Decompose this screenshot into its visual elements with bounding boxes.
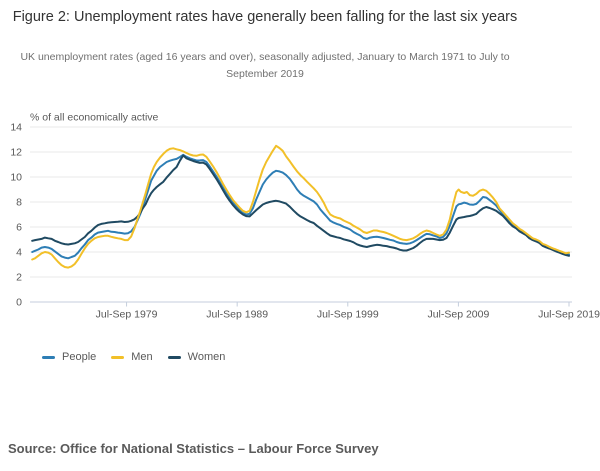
legend-label-people: People [62,351,97,363]
y-tick-label: 6 [16,221,22,234]
x-tick-label: Jul-Sep 1999 [316,308,379,321]
y-tick-label: 4 [16,246,22,259]
chart-legend [42,351,225,363]
legend-item-people [42,351,96,363]
men-line-swatch [111,356,124,359]
figure-subtitle: UK unemployment rates (aged 16 years and over), seasonally adjusted, January to March 1971 to July to September 2019 [20,51,510,80]
people-line-swatch [42,356,55,359]
series-line-women [32,156,569,256]
legend-label-women: Women [187,351,226,363]
figure-title: Figure 2: Unemployment rates have generally been falling for the last six years [12,9,518,25]
y-tick-label: 12 [10,146,22,159]
y-tick-label: 14 [10,121,22,134]
series-line-people [32,155,569,258]
y-tick-label: 8 [16,196,22,209]
x-tick-label: Jul-Sep 2019 [538,308,600,321]
y-axis-unit-label: % of all economically active [30,111,159,124]
legend-label-men: Men [131,351,153,363]
legend-item-women [168,351,226,363]
women-line-swatch [168,356,181,359]
y-tick-label: 10 [10,171,22,184]
y-tick-label: 2 [16,271,22,284]
x-tick-label: Jul-Sep 1989 [206,308,269,321]
x-tick-label: Jul-Sep 1979 [95,308,158,321]
source-note: Source: Office for National Statistics – Labour Force Survey [8,441,379,456]
x-tick-label: Jul-Sep 2009 [427,308,490,321]
legend-item-men [111,351,152,363]
unemployment-line-chart [0,100,600,335]
y-tick-label: 0 [16,296,22,309]
